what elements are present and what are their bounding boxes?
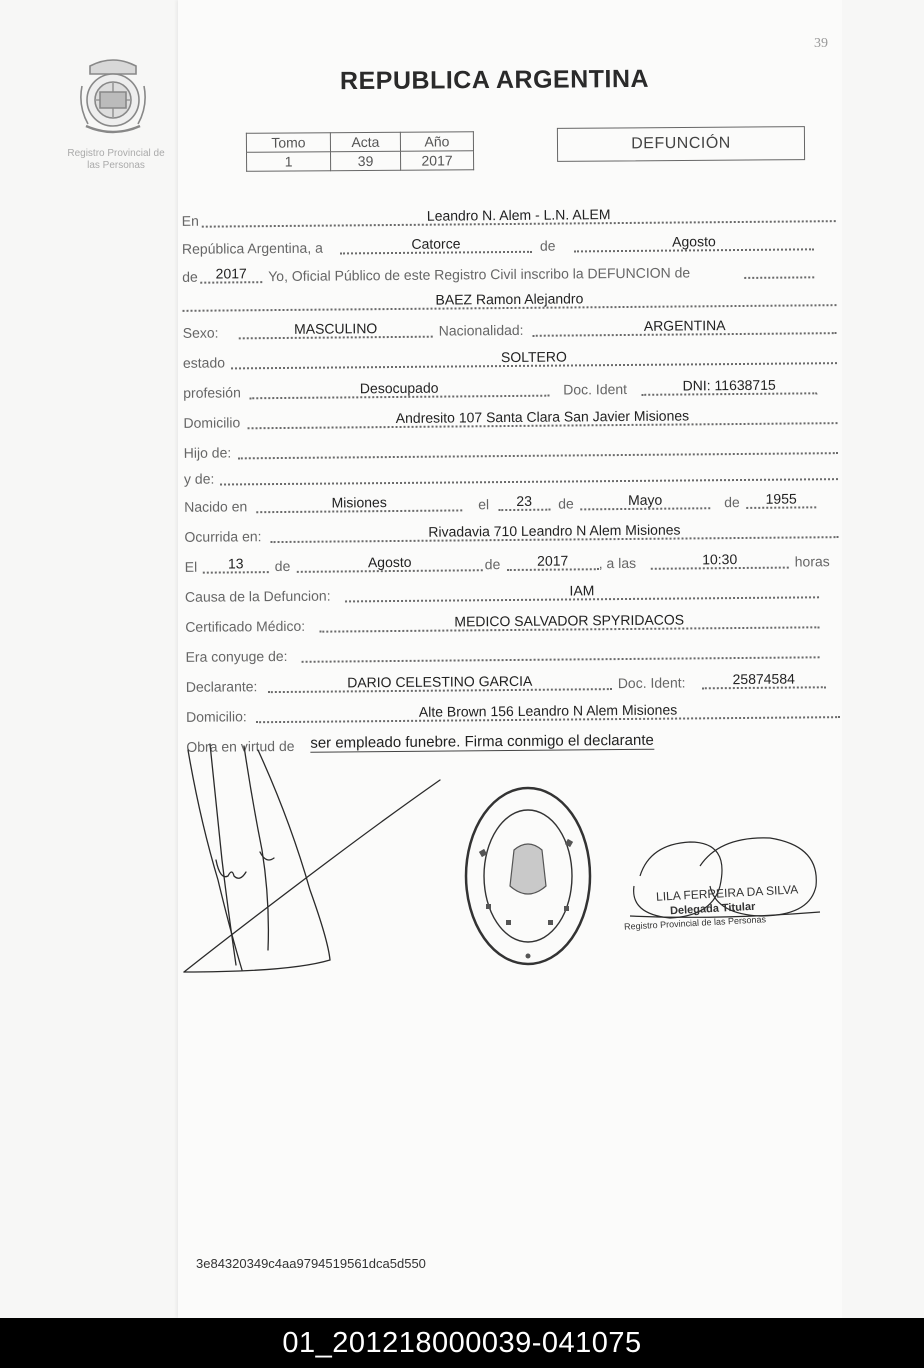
page-number: 39 [814,36,828,51]
certificado-label: Certificado Médico: [185,617,306,635]
obra-label: Obra en virtud de [186,737,295,755]
domicilio2-label: Domicilio: [185,708,247,725]
anio-year: 2017 [215,265,247,282]
nacionalidad-label: Nacionalidad: [438,321,524,339]
el-horas: horas [794,553,830,570]
declarant-signature [170,737,460,990]
org-line-2: las Personas [87,160,145,171]
fecha-month: Agosto [672,233,716,250]
doc-value: DNI: 11638715 [682,376,776,394]
row-causa [185,577,839,605]
row-fecha [182,229,836,257]
row-el [185,547,839,575]
sexo-value: MASCULINO [293,320,378,337]
declarante-doc-label: Doc. Ident: [617,674,686,692]
document-title: REPUBLICA ARGENTINA [339,64,650,96]
obra-value: ser empleado funebre. Firma conmigo el declarante [310,731,654,752]
estado-label: estado [182,354,226,371]
row-en [182,201,836,229]
anio-value: 2017 [400,151,473,171]
nacido-place: Misiones [331,494,387,511]
conyuge-line [302,656,820,663]
anio-header: Año [400,132,473,152]
registry-stamp [462,780,602,970]
fecha-de: de [539,237,556,254]
en-value: Leandro N. Alem - L.N. ALEM [426,206,611,224]
nacionalidad-value: ARGENTINA [643,317,726,334]
domicilio2-value: Alte Brown 156 Leandro N Alem Misiones [418,701,678,720]
declarante-doc-value: 25874584 [732,670,795,688]
declarante-label: Declarante: [185,678,258,695]
yde-label: y de: [183,470,215,487]
doc-label: Doc. Ident [563,380,628,398]
row-conyuge [185,637,839,665]
row-profesion [183,373,837,401]
hijo-line [238,452,838,459]
nacido-month: Mayo [627,491,663,508]
nacido-day: 23 [516,492,533,509]
estado-value: SOLTERO [500,348,567,366]
hijo-label: Hijo de: [183,444,232,461]
nacido-de1: de [558,495,574,512]
row-certificado [185,607,839,635]
anio-de: de [182,268,198,285]
nacido-el: el [478,496,490,513]
row-hijo [184,433,838,461]
acta-value: 39 [331,151,401,170]
domicilio-label: Domicilio [183,414,241,431]
profesion-value: Desocupado [359,379,439,397]
tomo-value: 1 [247,152,331,172]
fecha-day: Catorce [411,235,461,252]
conyuge-label: Era conyuge de: [185,647,288,665]
el-time: 10:30 [702,551,738,568]
fecha-label: República Argentina, a [181,239,323,257]
scan-id-footer: 01_201218000039-041075 [0,1318,924,1368]
row-ocurrida [184,517,838,545]
anio-tail-line [744,276,814,279]
nacido-label: Nacido en [184,498,248,515]
causa-label: Causa de la Defuncion: [184,587,331,605]
domicilio-value: Andresito 107 Santa Clara San Javier Misiones [395,407,690,426]
row-anio [182,257,836,285]
document-hash: 3e84320349c4aa9794519561dca5d550 [196,1256,426,1271]
row-nombre [182,285,836,313]
row-domicilio [183,403,837,431]
tomo-header: Tomo [246,133,330,153]
acta-header: Acta [330,132,400,151]
row-yde [184,459,838,487]
ocurrida-value: Rivadavia 710 Leandro N Alem Misiones [428,521,681,540]
yde-line [220,478,838,485]
el-year: 2017 [537,552,569,569]
nacido-year: 1955 [765,490,797,507]
certificado-value: MEDICO SALVADOR SPYRIDACOS [454,611,685,630]
el-de1: de [274,557,291,575]
row-declarante [186,667,840,695]
anio-text: Yo, Oficial Público de este Registro Civil inscribo la DEFUNCION de [268,264,691,285]
registrar-organization: Registro Provincial de las Personas [623,914,767,932]
deceased-name: BAEZ Ramon Alejandro [435,290,584,308]
causa-value: IAM [569,582,595,599]
row-estado [183,343,837,371]
org-line-1: Registro Provincial de [67,148,165,159]
row-domicilio-declarante [186,697,840,725]
el-label: El [184,558,198,575]
ocurrida-label: Ocurrida en: [184,528,262,545]
row-sexo [183,313,837,341]
el-alas: , a las [598,554,637,572]
registrar-role: Delegada Titular [669,900,756,918]
declarante-value: DARIO CELESTINO GARCIA [347,672,533,691]
profesion-label: profesión [183,384,241,401]
nacido-de2: de [724,493,740,511]
record-type-box: DEFUNCIÓN [557,126,805,162]
registrar-name: LILA FERREIRA DA SILVA [655,882,799,904]
en-label: En [181,212,199,229]
el-month: Agosto [367,553,412,571]
el-day: 13 [227,555,244,572]
row-nacido [184,487,838,515]
sexo-label: Sexo: [182,324,219,341]
el-de2: de [484,556,501,573]
